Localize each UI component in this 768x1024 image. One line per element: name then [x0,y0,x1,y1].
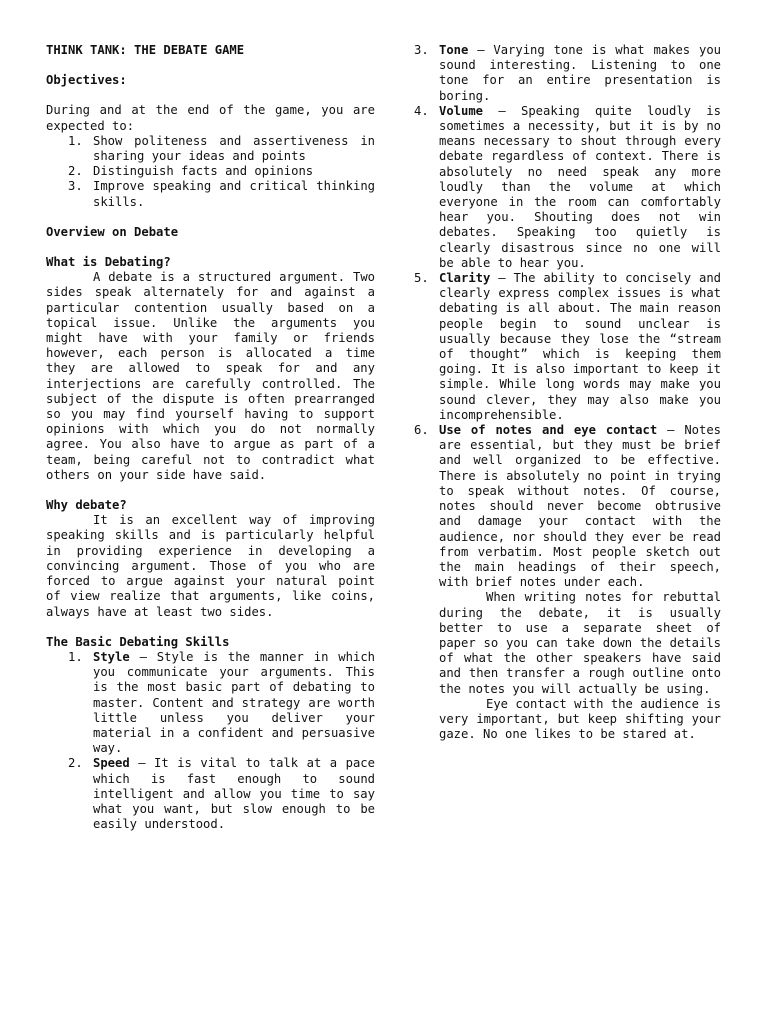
skills-heading: The Basic Debating Skills [46,634,230,649]
list-item: 2. Distinguish facts and opinions [68,164,314,179]
why-debate-body: It is an excellent way of improving speaking skills and is particularly helpful in providing experience in developing a convincing argument. Those of you who are forced to argue against your natural point of view realize that arguments, like coins, always have at least two sides. [46,513,375,619]
list-item: 3. Improve speaking and critical thinking skills. [68,179,375,209]
left-column [46,43,375,832]
skills-list-part-1 [46,650,375,832]
list-item: 5. Clarity – The ability to concisely and clearly express complex issues is what debating is all about. The main reason people begin to sound unclear is usually because they lose the “stream of thought” which is keeping them going. It is also important to keep it simple. While long words may make you sound clever, they may also make you incomprehensible. [414,271,721,422]
objectives-intro: During and at the end of the game, you are expected to: [46,103,375,133]
skills-list-part-2 [414,43,721,742]
objectives-heading: Objectives: [46,73,127,88]
list-item: 2. Speed – It is vital to talk at a pace which is fast enough to sound intelligent and allow you time to say what you want, but slow enough to be easily understood. [68,756,375,832]
notes-paragraph: When writing notes for rebuttal during the debate, it is usually better to use a separate sheet of paper so you can take down the details of what the other speakers have said and then transfer a rough outline onto the notes you will actually be using. [439,590,721,696]
overview-heading: Overview on Debate [46,224,179,239]
what-is-debating-body: A debate is a structured argument. Two sides speak alternately for and against a particular contention usually based on a topical issue. Unlike the arguments you might have with your family or friends however, each person is allocated a time they are allowed to speak for and any interjections are carefully controlled. The subject of the dispute is often prearranged so you may find yourself having to support opinions with which you do not normally agree. You also have to argue as part of a team, being careful not to contradict what others on your side have said. [46,270,375,482]
objectives-list [46,134,375,210]
list-item: 1. Show politeness and assertiveness in sharing your ideas and points [68,133,375,164]
list-item: 6. Use of notes and eye contact – Notes are essential, but they must be brief and well organized to be effective. There is absolutely no point in trying to speak without notes. Of course, notes should never become obtrusive and damage your contact with the audience, nor should they ever be read from verbatim. Most people sketch out the main headings of their speech, with brief notes under each. When writing notes for rebuttal during the debate, it is usually better to use a separate sheet of paper so you can take down the details of what the other speakers have said and then transfer a rough outline onto the notes you will actually be using. Eye contact with the audience is very important, but keep shifting your gaze. No one likes to be stared at. [414,423,722,742]
list-item: 4. Volume – Speaking quite loudly is sometimes a necessity, but it is by no means necessary to shout through every debate regardless of context. There is absolutely no need speak any more loudly than the volume at which everyone in the room can comfortably hear you. Shouting does not win debates. Speaking too quietly is clearly disastrous since no one will be able to hear you. [414,103,721,270]
what-is-debating-heading: What is Debating? [46,255,171,270]
list-item: 3. Tone – Varying tone is what makes you sound interesting. Listening to one tone for an entire presentation is boring. [414,43,721,103]
eye-contact-paragraph: Eye contact with the audience is very important, but keep shifting your gaze. No one likes to be stared at. [439,696,721,742]
right-column [414,43,721,742]
document-title: THINK TANK: THE DEBATE GAME [46,43,245,57]
why-debate-heading: Why debate? [46,498,127,513]
list-item: 1. Style – Style is the manner in which you communicate your arguments. This is the most basic part of debating to master. Content and strategy are worth little unless you deliver your material in a confident and persuasive way. [68,649,375,756]
